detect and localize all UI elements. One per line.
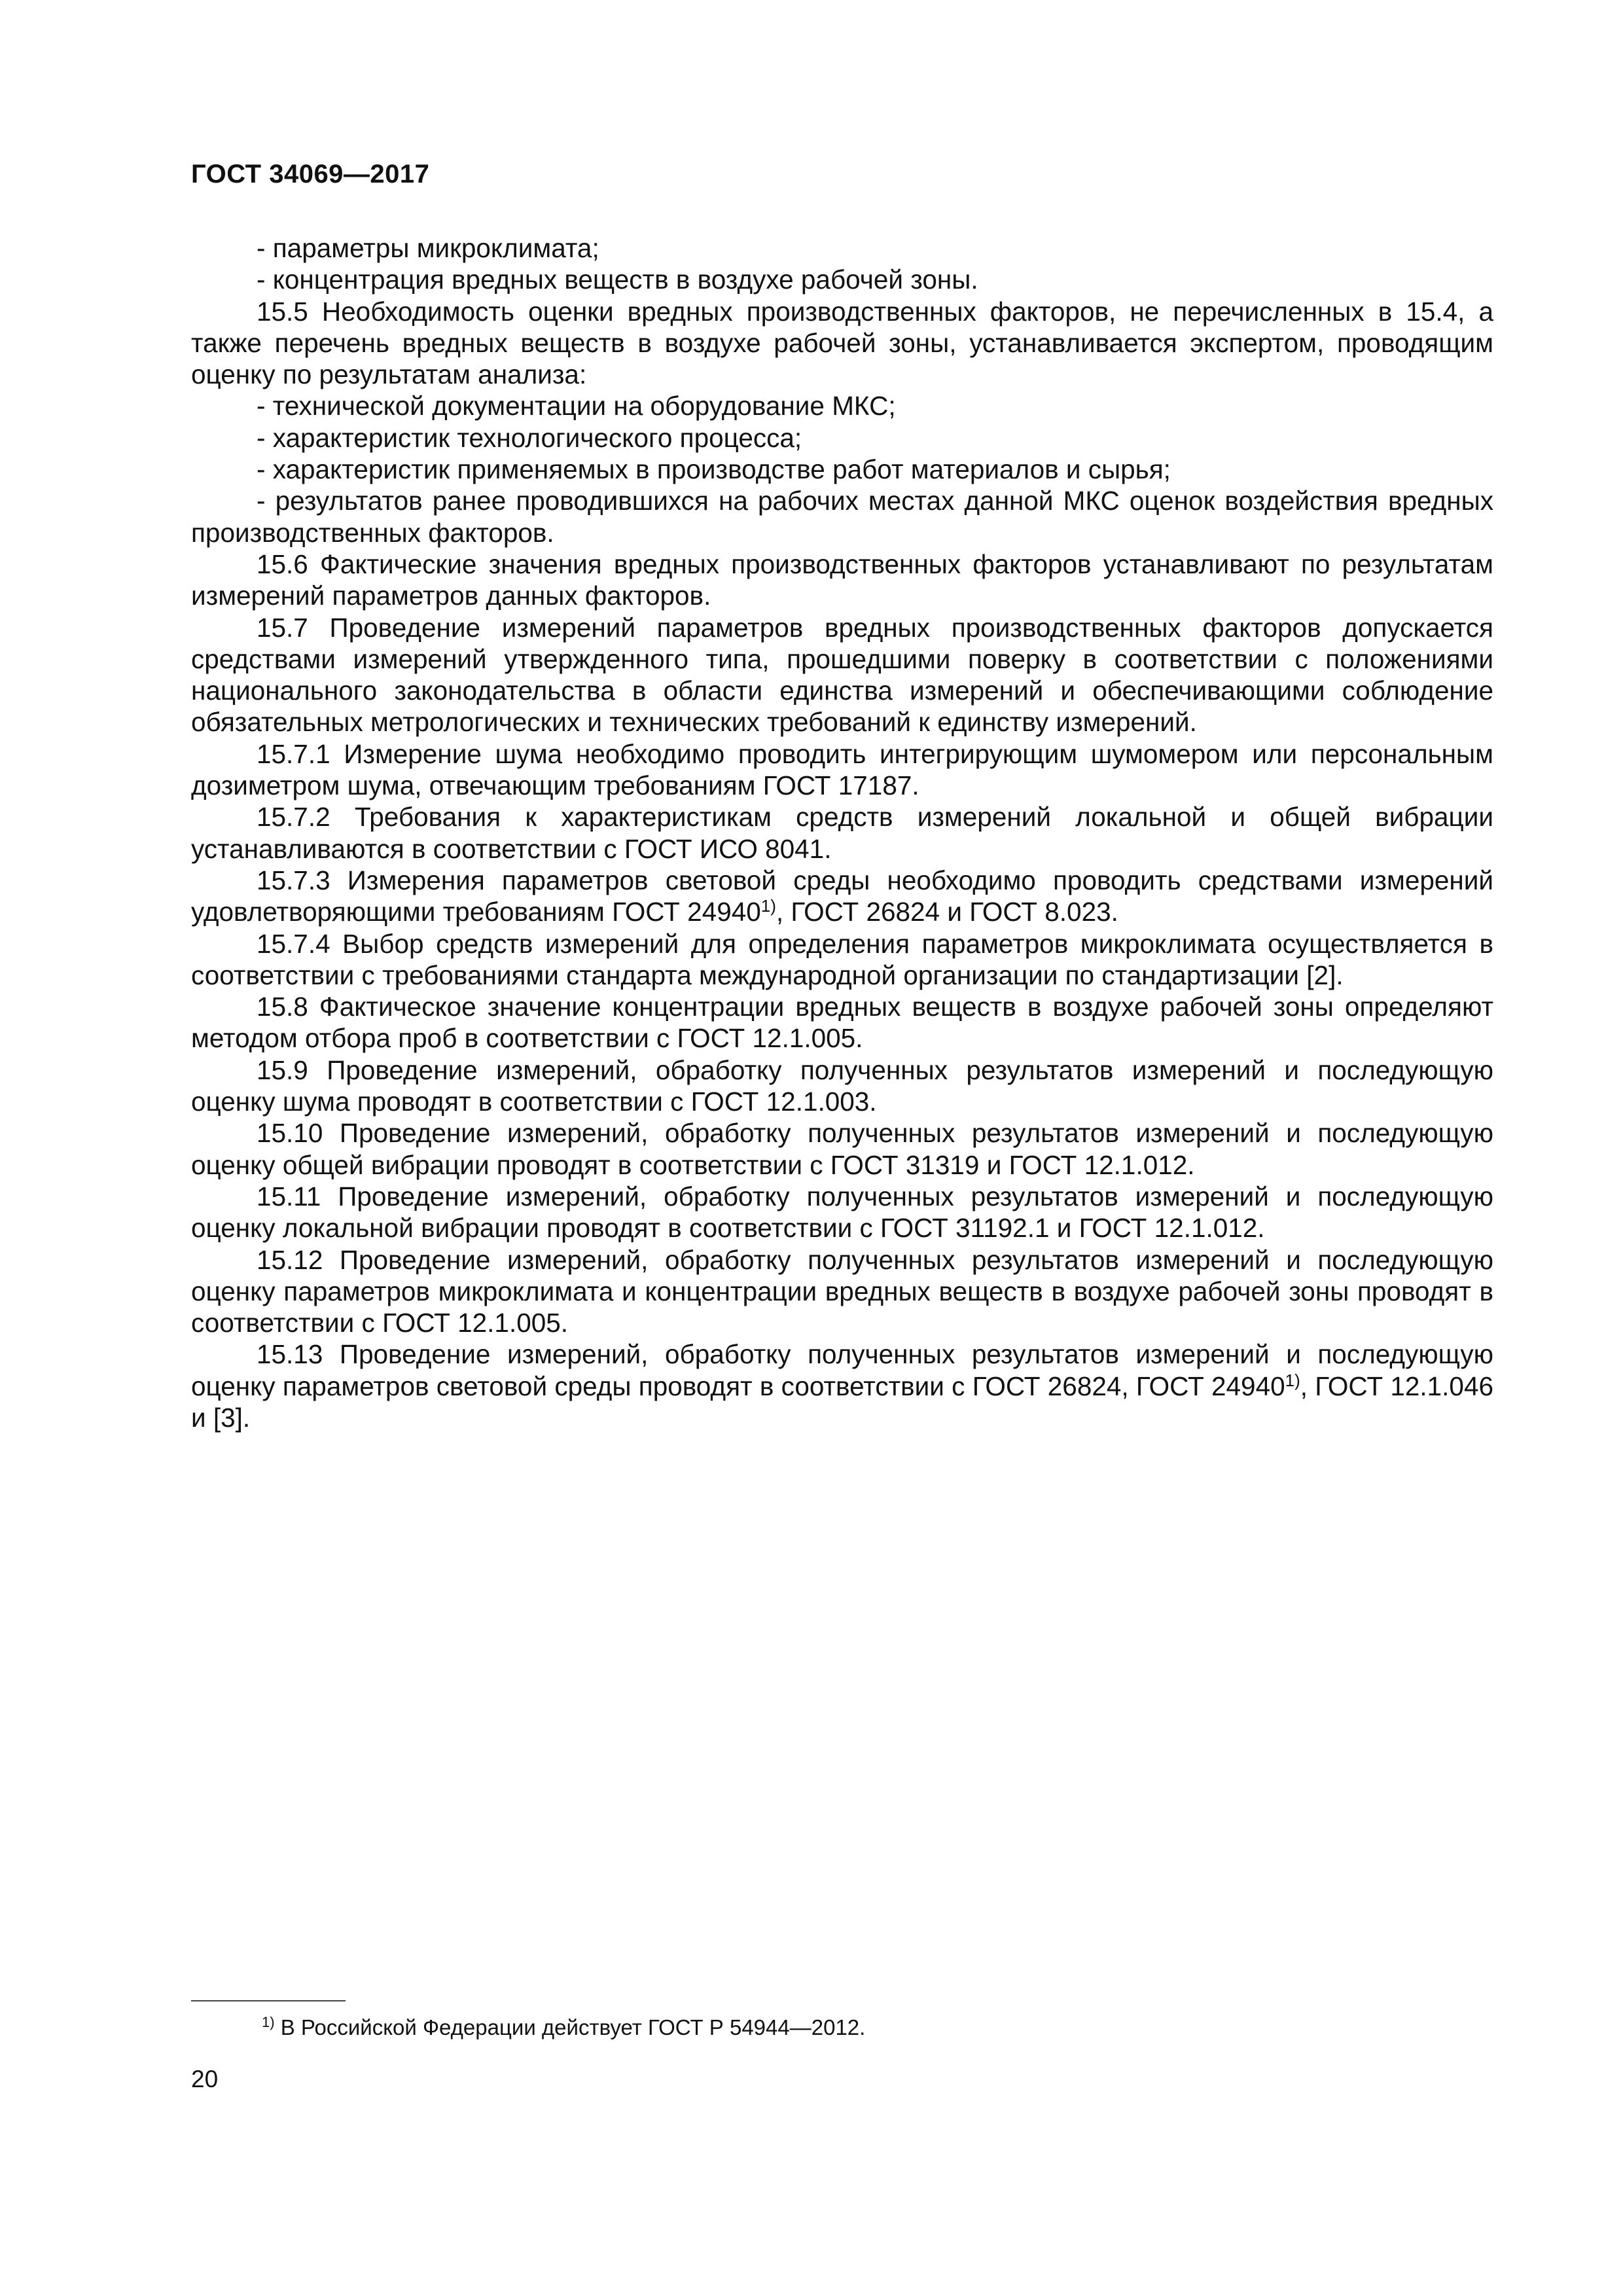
paragraph-15-13-tail: , ГОСТ 12.1.046 и [3].	[191, 1371, 1493, 1433]
list-item-microclimate: - параметры микроклимата;	[257, 233, 599, 263]
paragraph-15-7-3-tail: , ГОСТ 26824 и ГОСТ 8.023.	[776, 897, 1118, 927]
paragraph-15-7-4: 15.7.4 Выбор средств измерений для определения параметров микроклимата осуществляется в соответствии с требованиями стандарта международной организации по стандартизации [2].	[191, 928, 1493, 990]
paragraph-15-7-1: 15.7.1 Измерение шума необходимо проводить интегрирующим шумомером или персональным дозиметром шума, отвечающим требованиям ГОСТ 17187.	[191, 738, 1493, 801]
paragraph-15-5: 15.5 Необходимость оценки вредных производственных факторов, не перечисленных в 15.4, а также перечень вредных веществ в воздухе рабочей зоны, устанавливается экспертом, проводящим оценку по результатам анализа:	[191, 296, 1493, 390]
list-item-process: - характеристик технологического процесса;	[257, 422, 802, 453]
page-number: 20	[191, 2066, 219, 2092]
paragraph-15-8: 15.8 Фактическое значение концентрации вредных веществ в воздухе рабочей зоны определяют методом отбора проб в соответствии с ГОСТ 12.1.005.	[191, 992, 1493, 1054]
list-item-technical-docs: - технической документации на оборудование МКС;	[257, 391, 896, 422]
paragraph-15-7-3-text: 15.7.3 Измерения параметров световой среды необходимо проводить средствами измерений удовлетворяющими требованиям ГОСТ 24940	[191, 865, 1493, 927]
paragraph-15-9: 15.9 Проведение измерений, обработку полученных результатов измерений и последующую оценку шума проводят в соответствии с ГОСТ 12.1.003.	[191, 1054, 1493, 1117]
paragraph-15-6: 15.6 Фактические значения вредных производственных факторов устанавливают по результатам измерений параметров данных факторов.	[191, 548, 1493, 611]
footnote-text: В Российской Федерации действует ГОСТ Р 54944—2012.	[274, 2015, 866, 2039]
document-header: ГОСТ 34069—2017	[191, 160, 430, 188]
list-item-harmful-substances: - концентрация вредных веществ в воздухе рабочей зоны.	[257, 264, 978, 295]
footnote-marker: 1)	[262, 2014, 275, 2030]
footnote	[262, 2015, 865, 2041]
list-item-materials: - характеристик применяемых в производстве работ материалов и сырья;	[257, 454, 1171, 485]
footnote-divider	[191, 2000, 346, 2001]
paragraph-15-11: 15.11 Проведение измерений, обработку полученных результатов измерений и последующую оценку локальной вибрации проводят в соответствии с ГОСТ 31192.1 и ГОСТ 12.1.012.	[191, 1181, 1493, 1244]
paragraph-15-7-2: 15.7.2 Требования к характеристикам средств измерений локальной и общей вибрации устанавливаются в соответствии с ГОСТ ИСО 8041.	[191, 802, 1493, 864]
footnote-reference: 1)	[1285, 1370, 1300, 1390]
paragraph-15-13-text: 15.13 Проведение измерений, обработку полученных результатов измерений и последующую оценку параметров световой среды проводят в соответствии с ГОСТ 26824, ГОСТ 24940	[191, 1339, 1493, 1401]
paragraph-15-13	[191, 1338, 1493, 1433]
paragraph-15-12: 15.12 Проведение измерений, обработку полученных результатов измерений и последующую оценку параметров микроклимата и концентрации вредных веществ в воздухе рабочей зоны проводят в соответствии с ГОСТ 12.1.005.	[191, 1244, 1493, 1338]
paragraph-15-7-3	[191, 865, 1493, 928]
list-item-previous-assessments: - результатов ранее проводившихся на рабочих местах данной МКС оценок воздействия вредных производственных факторов.	[191, 486, 1493, 548]
document-body	[191, 232, 1493, 1433]
footnote-reference: 1)	[760, 896, 776, 916]
paragraph-15-7: 15.7 Проведение измерений параметров вредных производственных факторов допускается средствами измерений утвержденного типа, прошедшими поверку в соответствии с положениями национального законодательства в области единства измерений и обеспечивающими соблюдение обязательных метрологических и технических требований к единству измерений.	[191, 612, 1493, 738]
paragraph-15-10: 15.10 Проведение измерений, обработку полученных результатов измерений и последующую оценку общей вибрации проводят в соответствии с ГОСТ 31319 и ГОСТ 12.1.012.	[191, 1118, 1493, 1180]
